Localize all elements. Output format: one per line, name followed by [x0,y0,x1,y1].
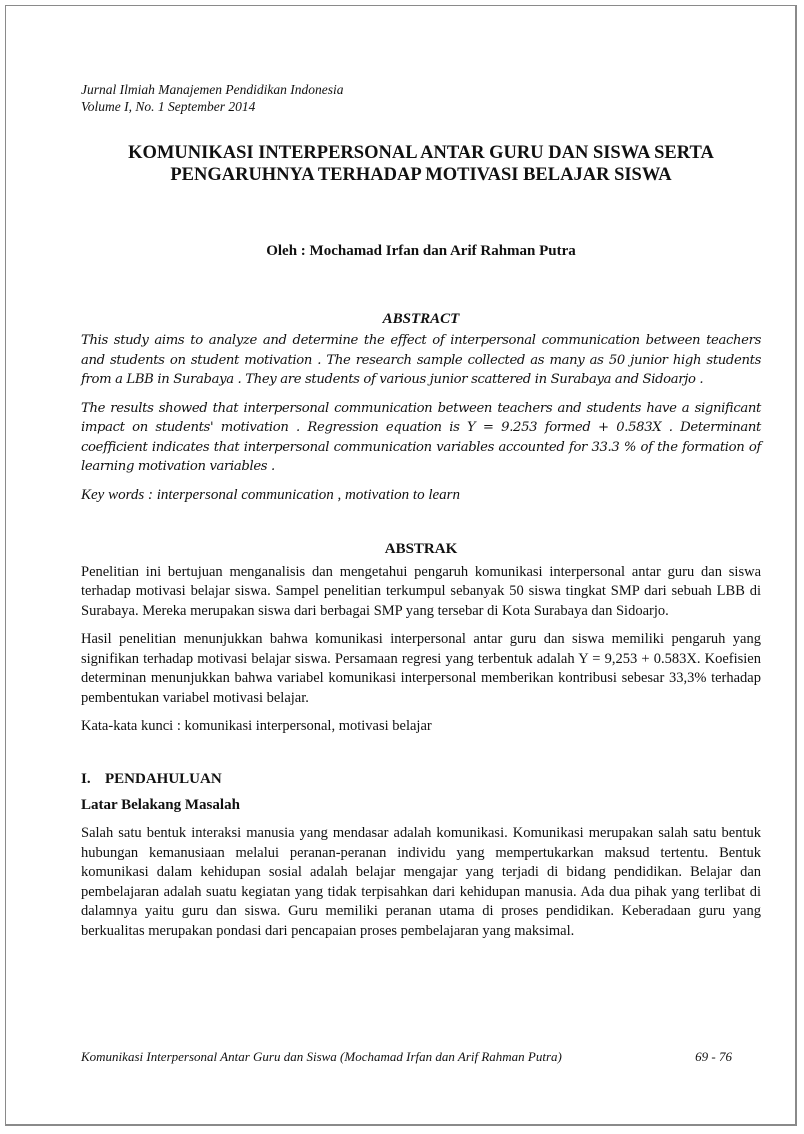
body-text [81,824,761,941]
abstract-english [81,331,761,477]
footer-page-range: 69 - 76 [695,1049,732,1064]
journal-header [81,81,761,115]
abstrak-paragraph: Hasil penelitian menunjukkan bahwa komunikasi interpersonal antar guru dan siswa memiliki pengaruh yang signifikan terhadap motivasi belajar siswa. Persamaan regresi yang terbentuk adalah Y = 9,253 + 0.583X. Koefisien determinan menunjukkan bahwa variabel komunikasi interpersonal memberikan kontribusi sebesar 33,3% terhadap pembentukan variabel motivasi belajar. [81,631,761,706]
subsection-heading: Latar Belakang Masalah [81,797,240,813]
page-footer [81,1049,761,1065]
paper-title-line-1: KOMUNIKASI INTERPERSONAL ANTAR GURU DAN SISWA SERTA [128,143,714,163]
abstrak-heading: ABSTRAK [384,540,458,557]
abstract-paragraph: The results showed that interpersonal communication between teachers and students have a significant impact on students' motivation . Regression equation is Y = 9.253 formed + 0.583X . Determinant coefficient indicates that interpersonal communication variables accounted for 33.3 % of the formation of learning motivation variables . [81,400,761,474]
keywords-english: Key words : interpersonal communication , motivation to learn [81,486,460,503]
abstract-heading: ABSTRACT [382,311,460,327]
abstract-paragraph: This study aims to analyze and determine the effect of interpersonal communication between teachers and students on student motivation . The research sample collected as many as 50 junior high students from a LBB in Surabaya . They are students of various junior scattered in Surabaya and Sidoarjo . [81,333,761,387]
journal-name: Jurnal Ilmiah Manajemen Pendidikan Indonesia [81,82,344,97]
keywords-indonesian: Kata-kata kunci : komunikasi interpersonal, motivasi belajar [81,718,432,734]
section-number: I. [81,771,91,787]
abstrak-paragraph: Penelitian ini bertujuan menganalisis dan mengetahui pengaruh komunikasi interpersonal antar guru dan siswa terhadap motivasi belajar siswa. Sampel penelitian terkumpul sebanyak 50 siswa tingkat SMP dari sebuah LBB di Surabaya. Mereka merupakan siswa dari berbagai SMP yang tersebar di Kota Surabaya dan Sidoarjo. [81,563,761,619]
page-content [81,81,761,941]
section-heading [81,770,761,789]
paper-title [81,142,761,186]
footer-running-title: Komunikasi Interpersonal Antar Guru dan Siswa (Mochamad Irfan dan Arif Rahman Putra) [81,1049,562,1064]
body-paragraph: Salah satu bentuk interaksi manusia yang mendasar adalah komunikasi. Komunikasi merupakan salah satu bentuk hubungan kemanusiaan melalui peranan-peranan individu yang mempertukarkan maksud tertentu. Bentuk komunikasi dalam kehidupan sosial adalah belajar mengajar yang terjadi di bidang pendidikan. Belajar dan pembelajaran adalah suatu kegiatan yang tidak terpisahkan dari kehidupan manusia. Ada dua pihak yang terlibat di dalamnya yaitu guru dan siswa. Guru memiliki peranan utama di proses pendidikan. Keberadaan guru yang berkualitas merupakan pondasi dari pencapaian proses pembelajaran yang maksimal. [81,825,761,939]
paper-title-line-2: PENGARUHNYA TERHADAP MOTIVASI BELAJAR SISWA [170,165,672,185]
section-title: PENDAHULUAN [105,771,222,787]
journal-volume: Volume I, No. 1 September 2014 [81,99,256,114]
author-line: Oleh : Mochamad Irfan dan Arif Rahman Putra [266,243,576,259]
abstract-indonesian [81,563,761,709]
